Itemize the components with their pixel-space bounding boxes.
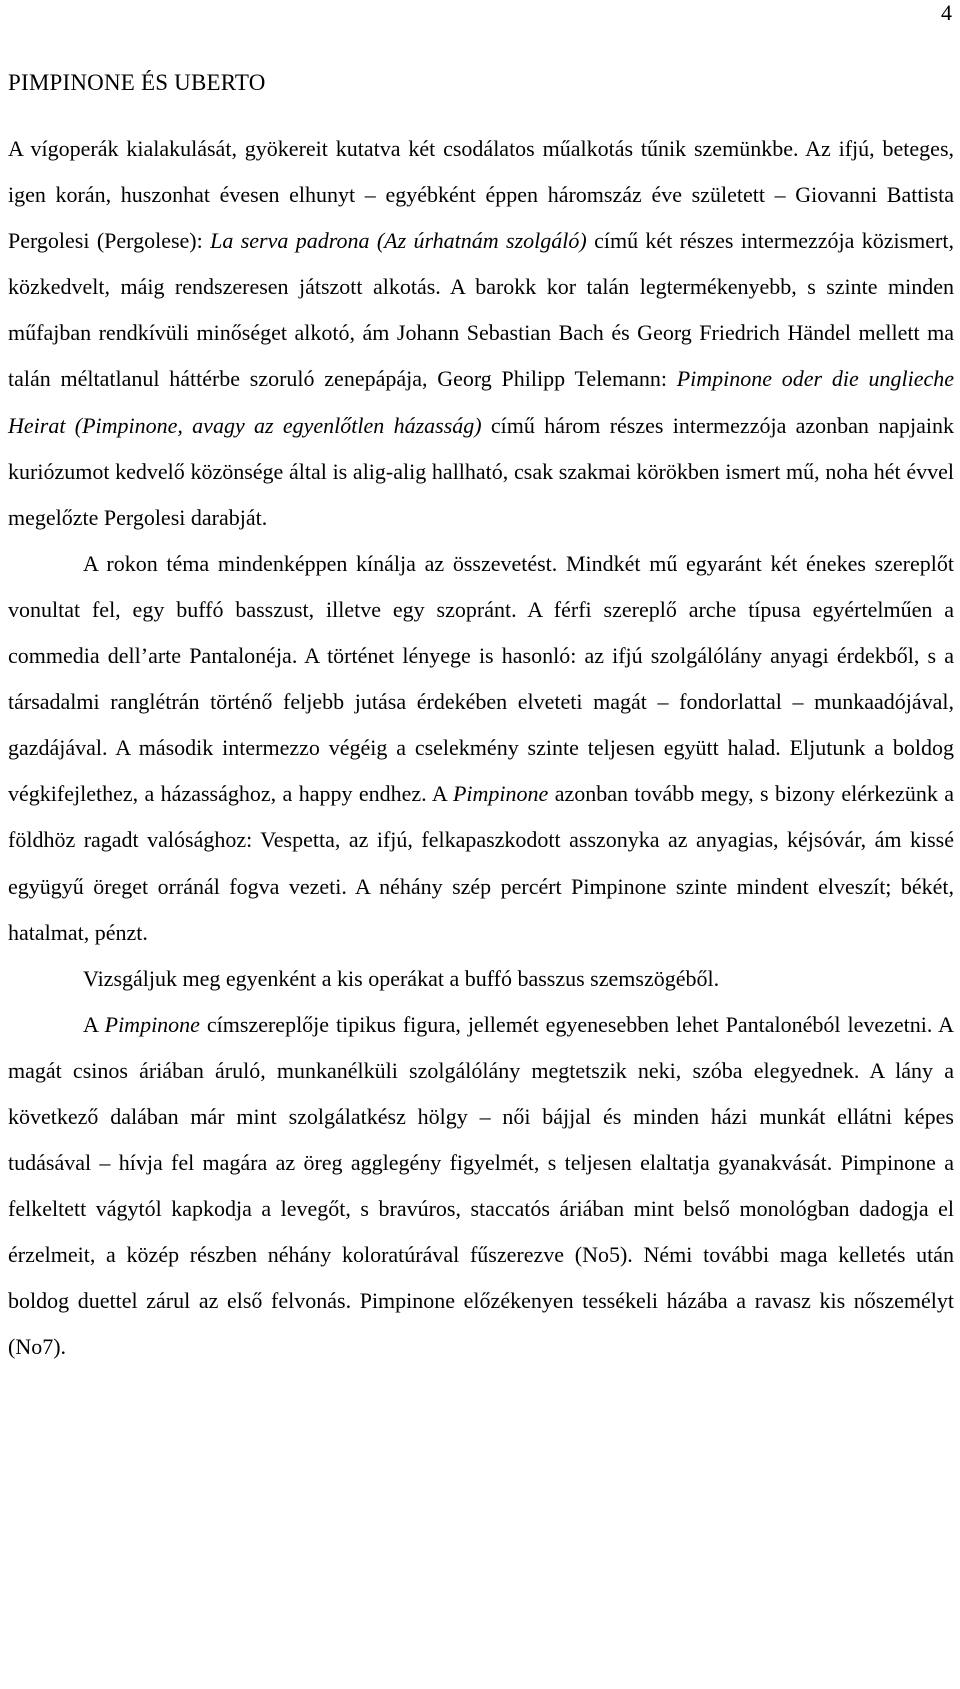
paragraph-text: címszereplője tipikus figura, jellemét egyenesebben lehet Pantalonéból levezetni. A magát csinos áriában áruló, munkanélküli szolgálólány megtetszik neki, szóba elegyednek. A lány a következő dalában már mint szolgálatkész hölgy – női bájjal és minden házi munkát ellátni képes tudásával – hívja fel magára az öreg agglegény figyelmét, s teljesen elaltatja gyanakvását. Pimpinone a felkeltett vágytól kapkodja a levegőt, s bravúros, staccatós áriában mint belső monológban dadogja el érzelmeit, a közép részben néhány koloratúrával fűszerezve (No5). Némi további maga kelletés után boldog duettel zárul az első felvonás. Pimpinone előzékenyen tessékeli házába a ravasz kis nőszemélyt (No7).	[8, 1011, 954, 1360]
paragraph-comparison	[8, 541, 954, 956]
paragraph-text: azonban tovább megy, s bizony elérkezünk a földhöz ragadt valósághoz: Vespetta, az ifjú, felkapaszkodott asszonyka az anyagias, kéjsóvár, ám kissé együgyű öreget orránál fogva vezeti. A néhány szép percért Pimpinone szinte mindent elveszít; békét, hatalmat, pénzt.	[8, 781, 954, 945]
paragraph-text: című két részes intermezzója közismert, közkedvelt, máig rendszeresen játszott alkotás. A barokk kor talán legtermékenyebb, s szinte minden műfajban rendkívüli minőséget alkotó, ám Johann Sebastian Bach és Georg Friedrich Händel mellett ma talán méltatlanul háttérbe szoruló zenepápája, Georg Philipp Telemann:	[8, 228, 954, 392]
paragraph-transition	[8, 956, 954, 1002]
paragraph-text: A rokon téma mindenképpen kínálja az összevetést. Mindkét mű egyaránt két énekes szereplőt vonultat fel, egy buffó basszust, illetve egy szopránt. A férfi szereplő arche típusa egyértelműen a commedia dell’arte Pantalonéja. A történet lényege is hasonló: az ifjú szolgálólány anyagi érdekből, s a társadalmi ranglétrán történő feljebb jutása érdekében elveteti magát – fondorlattal – munkaadójával, gazdájával. A második intermezzo végéig a cselekmény szinte teljesen együtt halad. Eljutunk a boldog végkifejlethez, a házassághoz, a happy endhez. A	[8, 550, 954, 807]
work-title: Pimpinone oder die unglieche Heirat (Pimpinone, avagy az egyenlőtlen házasság)	[8, 366, 954, 438]
paragraph-intro	[8, 126, 954, 541]
body-text	[8, 126, 954, 1371]
page-number: 4	[941, 0, 952, 25]
paragraph-text: című három részes intermezzója azonban napjaink kuriózumot kedvelő közönsége által is alig-alig hallható, csak szakmai körökben ismert mű, noha hét évvel megelőzte Pergolesi darabját.	[8, 412, 954, 530]
work-title: Pimpinone	[452, 781, 549, 807]
work-title: La serva padrona (Az úrhatnám szolgáló)	[210, 228, 587, 254]
page-title: PIMPINONE ÉS UBERTO	[8, 70, 266, 95]
paragraph-pimpinone	[8, 1002, 954, 1371]
work-title: Pimpinone	[104, 1011, 200, 1037]
paragraph-text: A vígoperák kialakulását, gyökereit kutatva két csodálatos műalkotás tűnik szemünkbe. Az ifjú, beteges, igen korán, huszonhat évesen elhunyt – egyébként éppen háromszáz éve született – Giovanni Battista Pergolesi (Pergolese):	[8, 136, 954, 254]
paragraph-text: Vizsgáljuk meg egyenként a kis operákat a buffó basszus szemszögéből.	[83, 965, 720, 991]
paragraph-text: A	[83, 1011, 105, 1037]
